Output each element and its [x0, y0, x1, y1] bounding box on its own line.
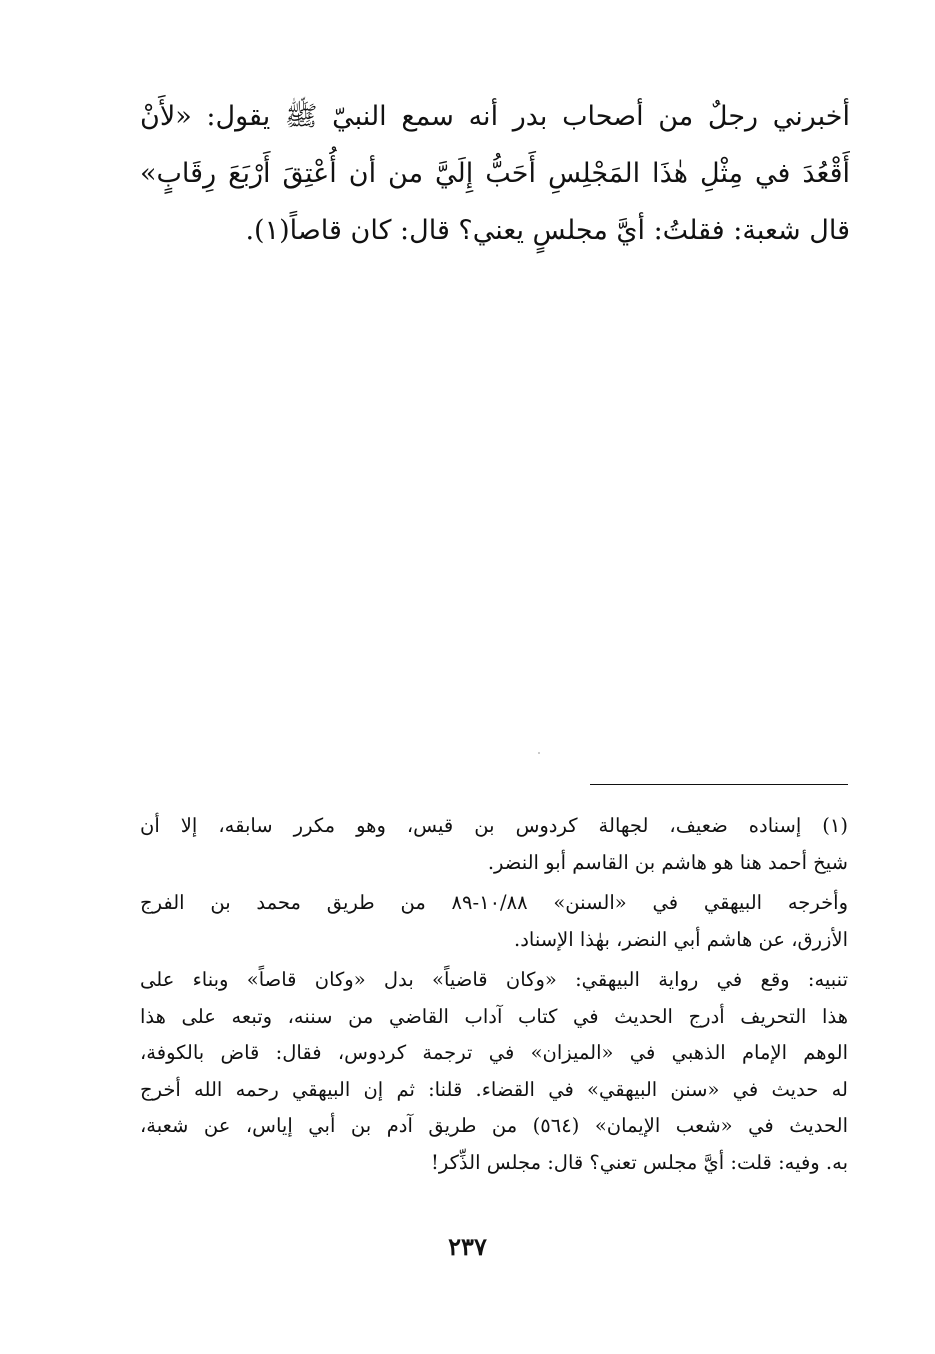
footnote-line: الأزرق، عن هاشم أبي النضر، بهٰذا الإسناد. — [514, 927, 848, 951]
footnotes-block — [140, 808, 848, 1181]
main-text-line: قال شعبة: فقلتُ: أيَّ مجلسٍ يعني؟ قال: كان قاصاً(١). — [245, 215, 850, 246]
page-number: ٢٣٧ — [448, 1232, 487, 1261]
main-text-line: أخبرني رجلٌ من أصحاب بدر أنه سمع النبيّ ﷺ يقول: «لأَنْ — [140, 101, 850, 132]
footnote-line: (١) إسناده ضعيف، لجهالة كردوس بن قيس، وهو مكرر سابقه، إلا أن — [140, 814, 848, 837]
footnote-line: تنبيه: وقع في رواية البيهقي: «وكان قاضياً» بدل «وكان قاصاً» وبناء على — [140, 968, 848, 991]
footnote-paragraph — [140, 962, 848, 1181]
footnote-divider — [590, 784, 848, 785]
footnote-paragraph — [140, 808, 848, 881]
footnote-paragraph — [140, 885, 848, 958]
footnote-line: الحديث في «شعب الإيمان» (٥٦٤) من طريق آدم بن أبي إياس، عن شعبة، — [140, 1114, 848, 1137]
footnote-line: هذا التحريف أدرج الحديث في كتاب آداب القاضي من سننه، وتبعه على هذا — [140, 1004, 848, 1028]
footnote-line: وأخرجه البيهقي في «السنن» ١٠/٨٨-٨٩ من طريق محمد بن الفرج — [140, 891, 848, 914]
scan-speck — [538, 752, 540, 754]
main-text-line: أَقْعُدَ في مِثْلِ هٰذَا المَجْلِسِ أَحَبُّ إِلَيَّ من أن أُعْتِقَ أَرْبَعَ رِقَابٍ» — [140, 158, 850, 189]
footnote-line: الوهم الإمام الذهبي في «الميزان» في ترجمة كردوس، فقال: قاض بالكوفة، — [140, 1041, 848, 1064]
footnote-line: به. وفيه: قلت: أيَّ مجلس تعني؟ قال: مجلس الذِّكر! — [431, 1150, 848, 1174]
footnote-line: شيخ أحمد هنا هو هاشم بن القاسم أبو النضر. — [487, 850, 848, 874]
footnote-line: له حديث في «سنن البيهقي» في القضاء. قلنا: ثم إن البيهقي رحمه الله أخرج — [140, 1077, 848, 1101]
main-text-block — [140, 88, 850, 259]
